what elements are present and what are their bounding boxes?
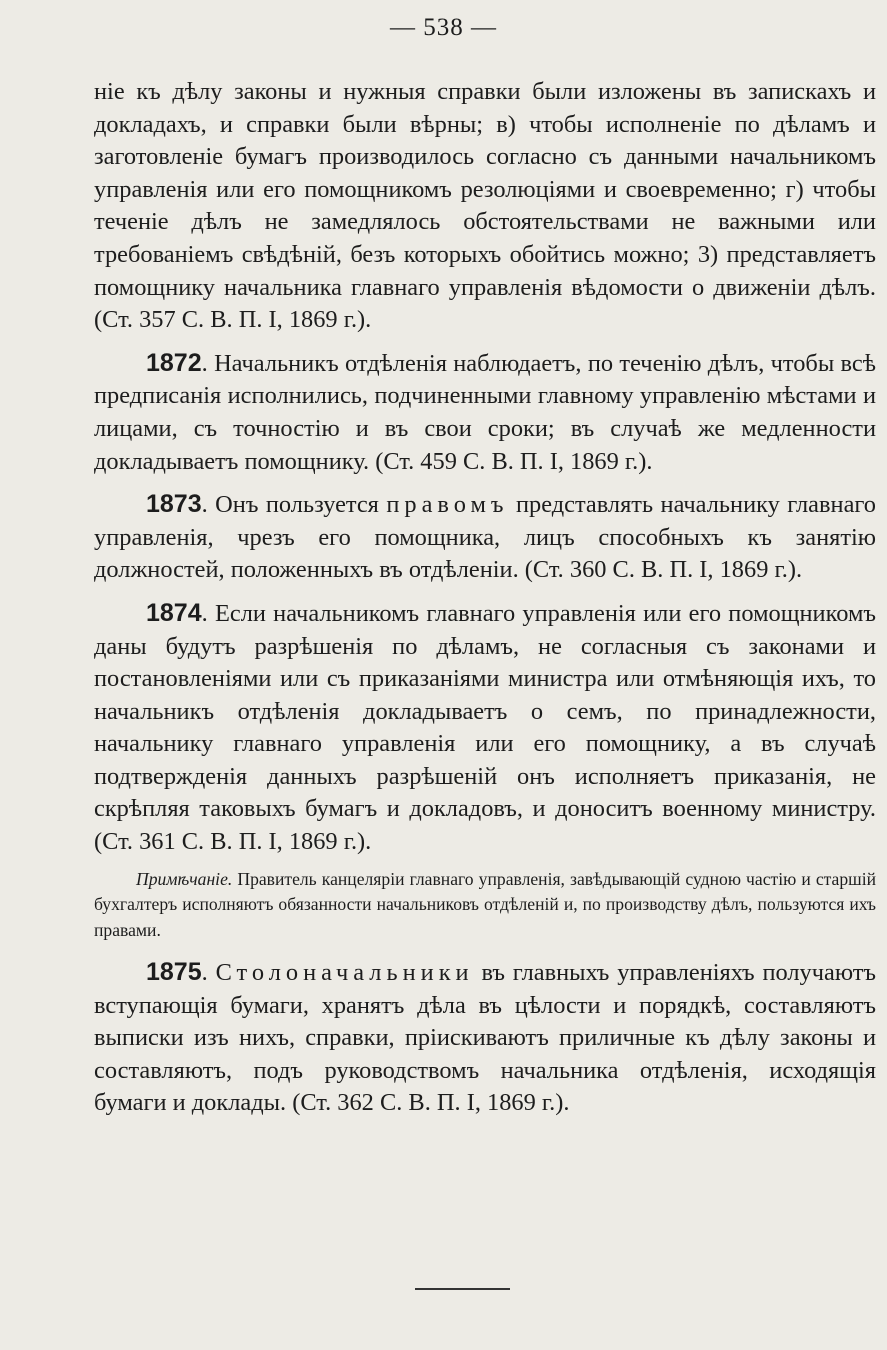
- article-number: 1874: [146, 598, 202, 627]
- paragraph-continuation: [94, 76, 876, 337]
- article-text: Начальникъ отдѣленія наблюдаетъ, по теченію дѣлъ, чтобы всѣ предписанія исполнились, подчиненными главному управленію мѣстами и лицами, съ точностію и въ свои сроки; въ случаѣ же медленности докладываетъ помощнику. (Ст. 459 С. В. П. I, 1869 г.).: [94, 349, 876, 475]
- body-text: [94, 76, 876, 1120]
- article-1872: 1872. Начальникъ отдѣленія наблюдаетъ, по теченію дѣлъ, чтобы всѣ предписанія исполнились, подчиненными главному управленію мѣстами и лицами, съ точностію и въ свои сроки; въ случаѣ же медленности докладываетъ помощнику. (Ст. 459 С. В. П. I, 1869 г.).: [94, 348, 876, 475]
- article-text: представлять начальнику главнаго управленія, чрезъ его помощника, лицъ способныхъ къ занятію должностей, положенныхъ въ отдѣленіи. (Ст. 360 С. В. П. I, 1869 г.).: [94, 491, 876, 584]
- emphasized-word: Столоначальники: [215, 959, 474, 987]
- article-1874: 1874. Если начальникомъ главнаго управленія или его помощникомъ даны будутъ разрѣшенія по дѣламъ, не согласныя съ законами и постановленіями или съ приказаніями министра или отмѣняющія ихъ, то начальникъ отдѣленія докладываетъ о семъ, по принадлежности, начальнику главнаго управленія или его помощнику, а въ случаѣ подтвержденія данныхъ разрѣшеній онъ исполняетъ приказанія, не скрѣпляя таковыхъ бумагъ и докладовъ, и доноситъ военному министру. (Ст. 361 С. В. П. I, 1869 г.).: [94, 598, 876, 856]
- article-number: 1872: [146, 348, 202, 377]
- paragraph-text: ніе къ дѣлу законы и нужныя справки были изложены въ запискахъ и докладахъ, и справки были вѣрны; в) чтобы исполненіе по дѣламъ и заготовленіе бумагъ производилось согласно съ данными начальникомъ управленія или его помощникомъ резолюціями и своевременно; г) чтобы теченіе дѣлъ не замедлялось обстоятельствами не важными или требованіемъ свѣдѣній, безъ которыхъ обойтись можно; 3) представляетъ помощнику начальника главнаго управленія вѣдомости о движеніи дѣлъ. (Ст. 357 С. В. П. I, 1869 г.).: [94, 78, 876, 334]
- article-number: 1873: [146, 490, 202, 519]
- note-label: Примѣчаніе.: [136, 868, 233, 889]
- emphasized-word: правомъ: [386, 491, 509, 519]
- page-number: — 538 —: [390, 14, 497, 41]
- end-rule: [415, 1288, 510, 1290]
- footnote: [94, 867, 876, 944]
- note-text: Правитель канцеляріи главнаго управленія, завѣдывающій судною частію и старшій бухгалтеръ исполняютъ обязанности начальниковъ отдѣленій и, по производству дѣлъ, пользуются ихъ правами.: [94, 868, 876, 941]
- article-text: въ главныхъ управленіяхъ получаютъ вступающія бумаги, хранятъ дѣла въ цѣлости и порядкѣ, составляютъ выписки изъ нихъ, справки, пріискиваютъ приличные къ дѣлу законы и составляютъ, подъ руководствомъ начальника отдѣленія, исходящія бумаги и доклады. (Ст. 362 С. В. П. I, 1869 г.).: [94, 959, 877, 1117]
- article-1873: 1873. Онъ пользуется правомъ представлять начальнику главнаго управленія, чрезъ его помощника, лицъ способныхъ къ занятію должностей, положенныхъ въ отдѣленіи. (Ст. 360 С. В. П. I, 1869 г.).: [94, 490, 876, 584]
- article-text: Онъ пользуется: [215, 491, 379, 519]
- article-1875: 1875. Столоначальники въ главныхъ управленіяхъ получаютъ вступающія бумаги, хранятъ дѣла въ цѣлости и порядкѣ, составляютъ выписки изъ нихъ, справки, пріискиваютъ приличные къ дѣлу законы и составляютъ, подъ руководствомъ начальника отдѣленія, исходящія бумаги и доклады. (Ст. 362 С. В. П. I, 1869 г.).: [94, 958, 877, 1117]
- article-number: 1875: [146, 958, 202, 987]
- article-text: Если начальникомъ главнаго управленія или его помощникомъ даны будутъ разрѣшенія по дѣламъ, не согласныя съ законами и постановленіями или съ приказаніями министра или отмѣняющія ихъ, то начальникъ отдѣленія докладываетъ о семъ, по принадлежности, начальнику главнаго управленія или его помощнику, а въ случаѣ подтвержденія данныхъ разрѣшеній онъ исполняетъ приказанія, не скрѣпляя таковыхъ бумагъ и докладовъ, и доноситъ военному министру. (Ст. 361 С. В. П. I, 1869 г.).: [94, 599, 876, 856]
